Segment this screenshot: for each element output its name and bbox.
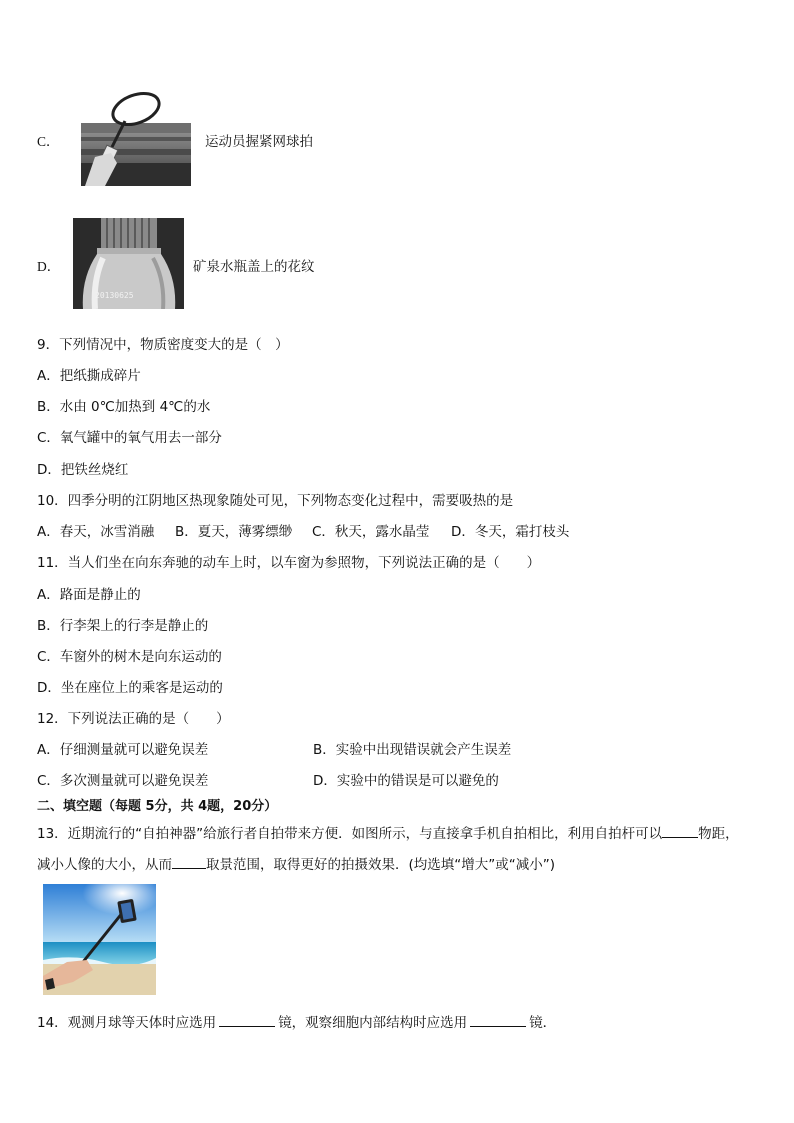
question-10-option-d: D．冬天，霜打枝头 [451,524,570,540]
question-14-line [37,1011,556,1031]
question-11-option-b: B．行李架上的行李是静止的 [37,618,209,634]
question-10-stem: 10．四季分明的江阴地区热现象随处可见，下列物态变化过程中，需要吸热的是 [37,493,514,509]
question-9-option-d: D．把铁丝烧红 [37,462,129,478]
question-12-option-b: B．实验中出现错误就会产生误差 [313,742,512,758]
question-11-stem: 11．当人们坐在向东奔驰的动车上时，以车窗为参照物，下列说法正确的是（ ） [37,555,541,571]
question-9-option-c: C．氧气罐中的氧气用去一部分 [37,430,222,446]
question-14-text-3: 镜． [529,1015,557,1031]
question-11-option-d: D．坐在座位上的乘客是运动的 [37,680,223,696]
question-13-text-1: 13．近期流行的“自拍神器”给旅行者自拍带来方便．如图所示，与直接拿手机自拍相比，利用自拍杆可以 [37,826,663,842]
question-14-text-1: 14．观测月球等天体时应选用 [37,1015,217,1031]
question-12-stem: 12．下列说法正确的是（ ） [37,711,230,727]
selfie-stick-photo [43,884,156,995]
question-10-option-b: B．夏天，薄雾缥缈 [175,524,293,540]
question-13-text-4: 取景范围，取得更好的拍摄效果．(均选填“增大”或“减小”) [206,857,556,873]
option-d-letter: D． [37,259,61,274]
question-9-stem: 9．下列情况中，物质密度变大的是（ ） [37,337,289,353]
section-fill-in-heading: 二、填空题（每题 5分，共 4题，20分） [37,799,278,814]
question-12-option-d: D．实验中的错误是可以避免的 [313,773,499,789]
question-10-option-c: C．秋天，露水晶莹 [312,524,430,540]
bottle-cap-photo [73,218,184,309]
photo-date-stamp: 20130625 [95,291,134,300]
question-13-line-2 [37,853,555,873]
question-9-option-b: B．水由 0℃加热到 4℃的水 [37,399,211,415]
question-10-option-a: A．春天，冰雪消融 [37,524,155,540]
question-11-option-c: C．车窗外的树木是向东运动的 [37,649,222,665]
question-11-option-a: A．路面是静止的 [37,587,141,603]
tennis-racket-photo [81,91,191,186]
question-13-text-3: 减小人像的大小，从而 [37,857,172,873]
option-c-letter: C． [37,134,60,149]
question-14-blank-2[interactable] [470,1012,526,1027]
question-9-option-a: A．把纸撕成碎片 [37,368,141,384]
question-14-blank-1[interactable] [219,1012,275,1027]
question-13-blank-2[interactable] [172,854,206,869]
question-13-text-2: 物距， [698,826,739,842]
question-13-line-1 [37,822,739,842]
question-12-option-a: A．仔细测量就可以避免误差 [37,742,209,758]
question-14-text-2: 镜，观察细胞内部结构时应选用 [278,1015,468,1031]
option-c-caption: 运动员握紧网球拍 [205,134,313,150]
question-13-blank-1[interactable] [662,823,698,838]
option-d-caption: 矿泉水瓶盖上的花纹 [193,259,315,275]
question-12-option-c: C．多次测量就可以避免误差 [37,773,209,789]
